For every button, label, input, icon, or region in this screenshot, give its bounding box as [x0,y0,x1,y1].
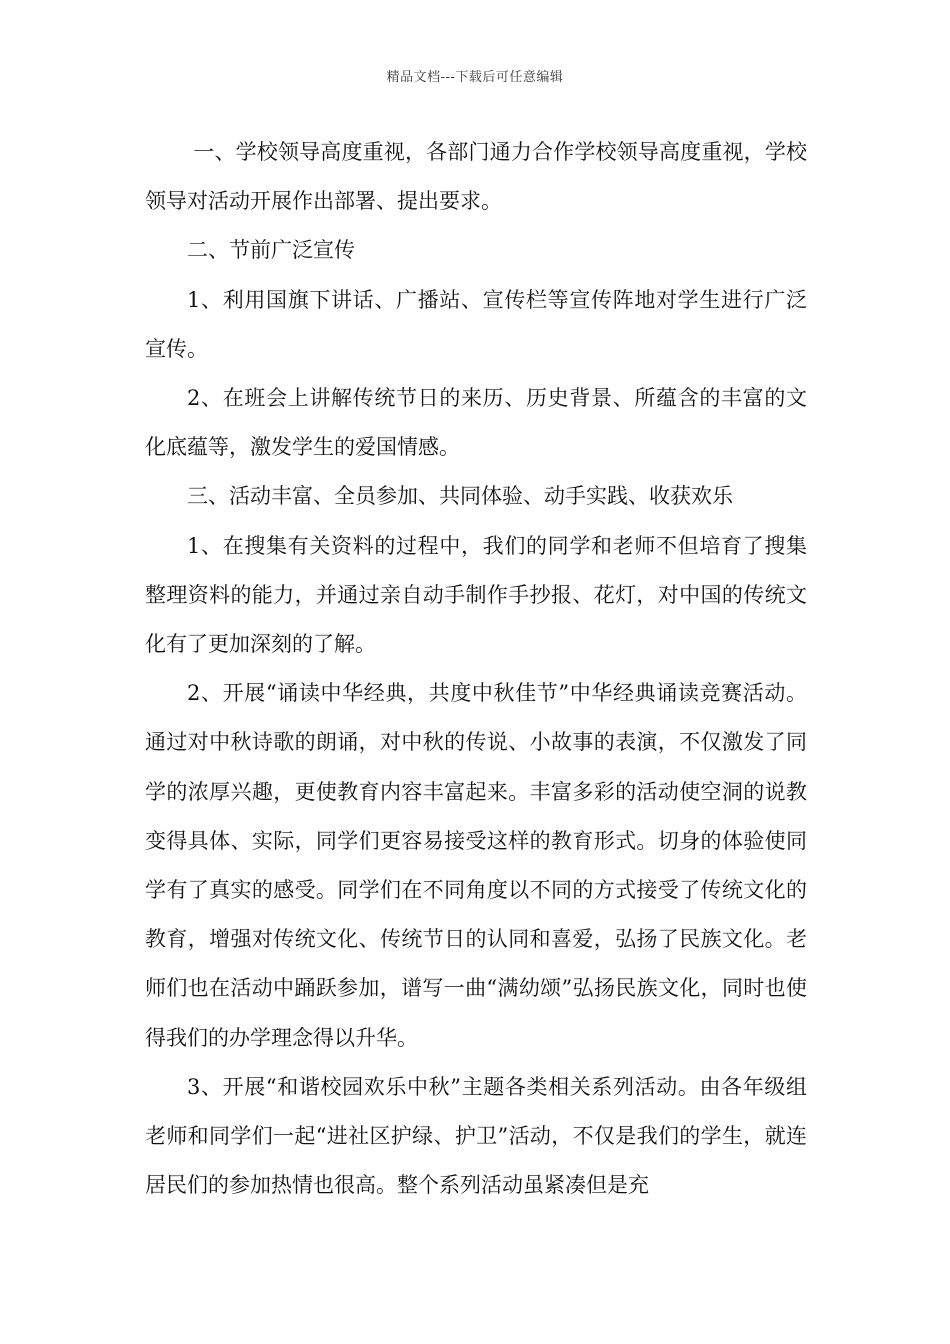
section-heading-activities: 三、活动丰富、全员参加、共同体验、动手实践、收获欢乐 [187,484,733,509]
page-header: 精品文档---下载后可任意编辑 [386,70,564,85]
paragraph-harmonious-campus: 3、开展“和谐校园欢乐中秋”主题各类相关系列活动。由各年级组老师和同学们一起“进社区护绿、护卫”活动，不仅是我们的学生，就连居民们的参加热情也很高。整个系列活动虽紧凑但是充 [145,1074,807,1198]
paragraph-collect-materials: 1、在搜集有关资料的过程中，我们的同学和老师不但培育了搜集整理资料的能力，并通过亲自动手制作手抄报、花灯，对中国的传统文化有了更加深刻的了解。 [145,533,807,657]
paragraph-flag-speech: 1、利用国旗下讲话、广播站、宣传栏等宣传阵地对学生进行广泛宣传。 [145,287,807,361]
section-heading-publicity: 二、节前广泛宣传 [187,238,355,263]
document-body [145,128,807,1210]
paragraph-class-meeting: 2、在班会上讲解传统节日的来历、历史背景、所蕴含的丰富的文化底蕴等，激发学生的爱国情感。 [145,386,807,460]
paragraph-classic-reading: 2、开展“诵读中华经典，共度中秋佳节”中华经典诵读竞赛活动。通过对中秋诗歌的朗诵，对中秋的传说、小故事的表演，不仅激发了同学的浓厚兴趣，更使教育内容丰富起来。丰富多彩的活动使空洞的说教变得具体、实际，同学们更容易接受这样的教育形式。切身的体验使同学有了真实的感受。同学们在不同角度以不同的方式接受了传统文化的教育，增强对传统文化、传统节日的认同和喜爱，弘扬了民族文化。老师们也在活动中踊跃参加，谱写一曲“满幼颂”弘扬民族文化，同时也使得我们的办学理念得以升华。 [145,681,807,1050]
paragraph-leadership: 一、学校领导高度重视，各部门通力合作学校领导高度重视，学校领导对活动开展作出部署、提出要求。 [145,140,807,214]
